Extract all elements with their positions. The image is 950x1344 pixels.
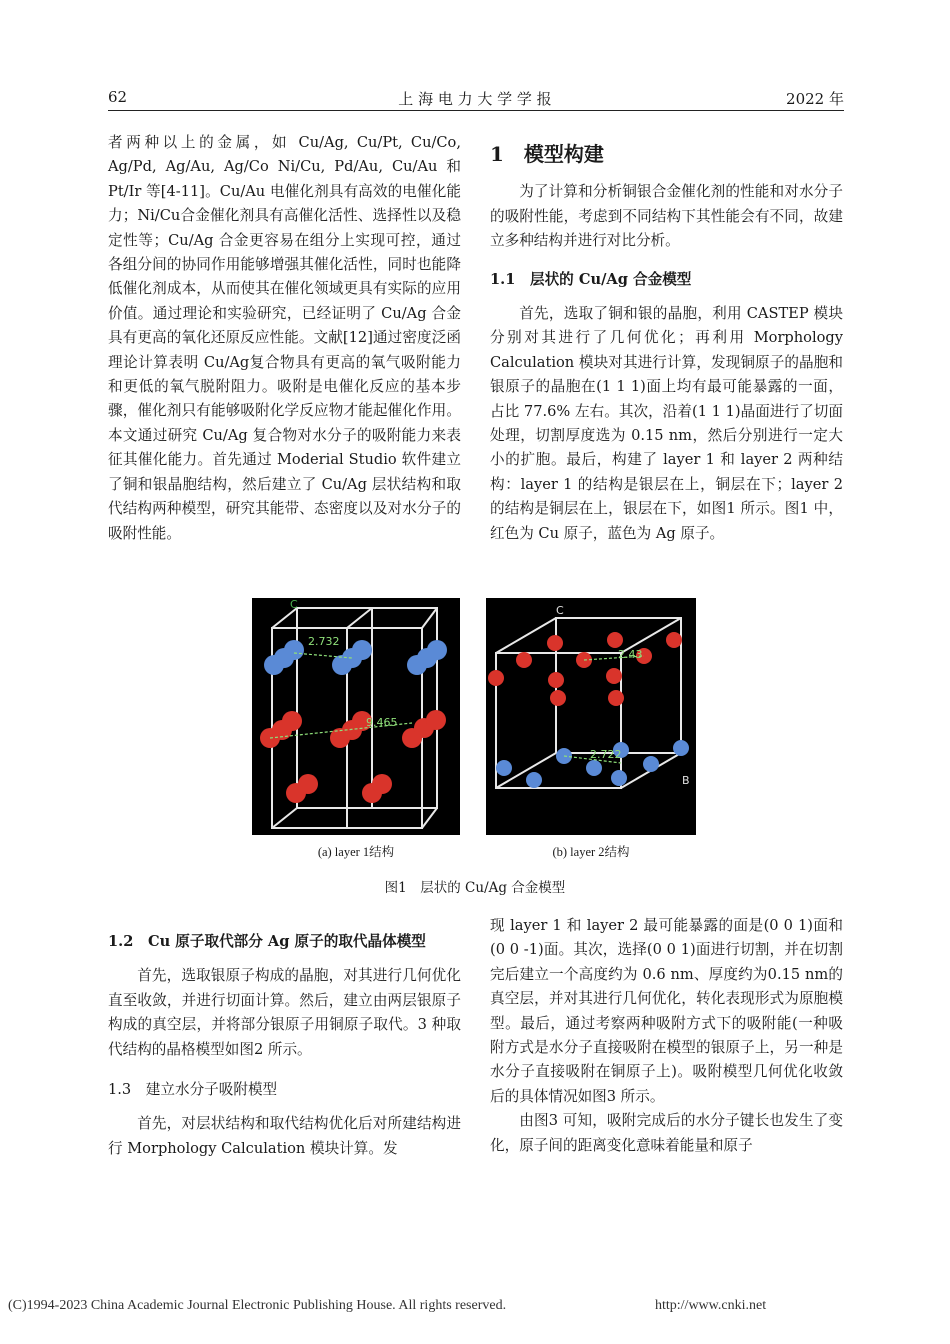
footer-url[interactable]: http://www.cnki.net: [655, 1298, 767, 1313]
figure-1a-caption: (a) layer 1结构: [317, 845, 395, 859]
journal-title: 上 海 电 力 大 学 学 报: [398, 90, 552, 108]
subsection-heading-1-3: 1.3 建立水分子吸附模型: [108, 1081, 278, 1099]
right-column-top: [490, 142, 843, 546]
intro-continued-paragraph: 者两种以上的金属，如 Cu/Ag, Cu/Pt, Cu/Co, Ag/Pd, Ag/Au, Ag/Co Ni/Cu, Pd/Au, Cu/Au 和 Pt/Ir 等[4-11]。Cu/Au 电催化剂具有高效的电催化能力；Ni/Cu合金催化剂具有高催化活性、选择性以及稳定性等；Cu/Ag 合金更容易在组分上实现可控，通过各组分间的协同作用能够增强其催化活性，同时也能降低催化剂成本，从而使其在催化领域更具有实际的应用价值。通过理论和实验研究，已经证明了 Cu/Ag 合金具有更高的氧化还原反应性能。文献[12]通过密度泛函理论计算表明 Cu/Ag复合物具有更高的氧气吸附能力和更低的氧气脱附阻力。吸附是电催化反应的基本步骤，催化剂只有能够吸附化学反应物才能起催化作用。本文通过研究 Cu/Ag 复合物对水分子的吸附能力来表征其催化能力。首先通过 Moderial Studio 软件建立了铜和银晶胞结构，然后建立了 Cu/Ag 层状结构和取代结构两种模型，研究其能带、态密度以及对水分子的吸附性能。: [108, 134, 461, 542]
axis-c-label: C: [290, 598, 298, 611]
figure-1a-image: [252, 598, 460, 835]
figure-1b-image: [486, 598, 696, 835]
figure-1b-caption: (b) layer 2结构: [552, 845, 630, 859]
header-rule: [108, 110, 844, 111]
subsection-1-2-text: 首先，选取银原子构成的晶胞，对其进行几何优化直至收敛，并进行切面计算。然后，建立由两层银原子构成的真空层，并将部分银原子用铜原子取代。3 种取代结构的晶格模型如图2 所示。: [108, 967, 461, 1058]
distance-label: 2.43: [618, 648, 643, 661]
footer-copyright: (C)1994-2023 China Academic Journal Electronic Publishing House. All rights reserved.: [8, 1298, 507, 1313]
layer1-crystal-diagram: [252, 598, 460, 835]
subsection-1-1-text: 首先，选取了铜和银的晶胞，利用 CASTEP 模块分别对其进行了几何优化；再利用 Morphology Calculation 模块对其进行计算，发现铜原子的晶胞和银原子的晶胞在(1 1 1)面上均有最可能暴露的一面，占比 77.6% 左右。其次，沿着(1 1 1)晶面进行了切面处理，切割厚度选为 0.15 nm，然后分别进行一定大小的扩胞。最后，构建了 layer 1 和 layer 2 两种结构：layer 1 的结构是银层在上，铜层在下；layer 2 的结构是铜层在上，银层在下，如图1 所示。图1 中，红色为 Cu 原子，蓝色为 Ag 原子。: [490, 305, 843, 542]
page-number: 62: [108, 88, 128, 106]
subsection-1-3-text: 首先，对层状结构和取代结构优化后对所建结构进行 Morphology Calculation 模块计算。发: [108, 1115, 461, 1157]
section-1-intro: 为了计算和分析铜银合金催化剂的性能和对水分子的吸附性能，考虑到不同结构下其性能会有不同，故建立多种结构并进行对比分析。: [490, 183, 843, 250]
section-heading-1: 1 模型构建: [490, 142, 604, 166]
right-column-bottom: [490, 914, 843, 1158]
axis-b-label: B: [682, 774, 690, 787]
left-column-bottom: [108, 930, 461, 1161]
adsorption-paragraph: 现 layer 1 和 layer 2 最可能暴露的面是(0 0 1)面和(0 0 -1)面。其次，选择(0 0 1)面进行切割，并在切割完后建立一个高度约为 0.6 nm、厚度约为0.15 nm的真空层，并对其进行几何优化，转化表现形式为原胞模型。最后，通过考察两种吸附方式下的吸附能(一种吸附方式是水分子直接吸附在模型的银原子上，另一种是水分子直接吸附在铜原子上)。吸附模型几何优化收敛后的具体情况如图3 所示。: [490, 917, 843, 1105]
layer2-crystal-diagram: [486, 598, 696, 835]
distance-label: 2.732: [308, 635, 340, 648]
left-column-top: [108, 131, 461, 546]
figure-3-paragraph: 由图3 可知，吸附完成后的水分子键长也发生了变化，原子间的距离变化意味着能量和原子: [490, 1112, 843, 1154]
subsection-heading-1-1: 1.1 层状的 Cu/Ag 合金模型: [490, 270, 692, 288]
distance-label: 9.465: [366, 716, 398, 729]
subsection-heading-1-2: 1.2 Cu 原子取代部分 Ag 原子的取代晶体模型: [108, 933, 426, 950]
axis-c-label: C: [556, 604, 564, 617]
distance-label: 2.722: [590, 748, 622, 761]
figure-1-caption: 图1 层状的 Cu/Ag 合金模型: [384, 880, 566, 896]
journal-year: 2022 年: [786, 90, 844, 108]
